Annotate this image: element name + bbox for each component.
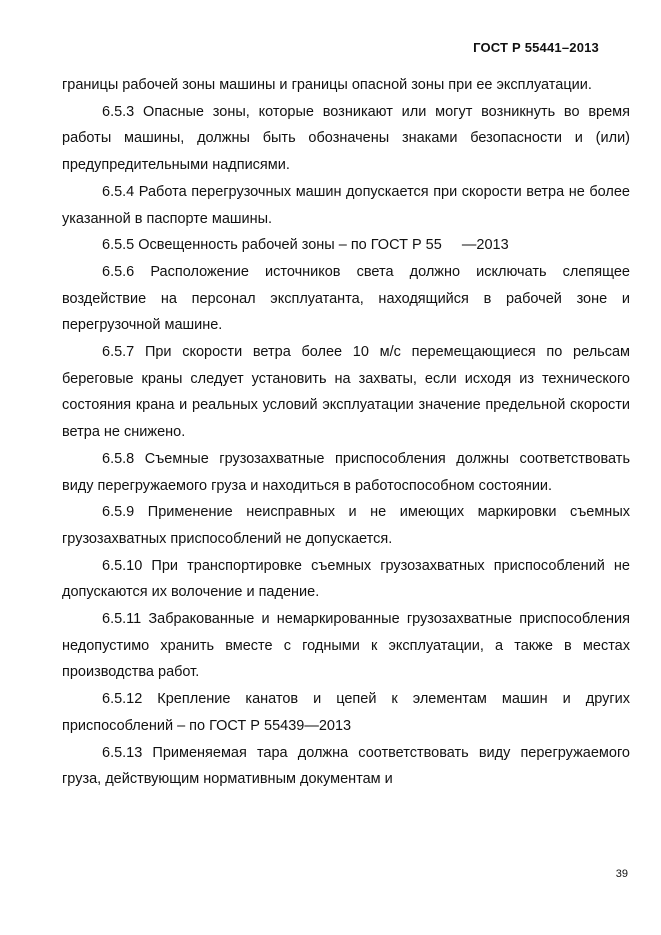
paragraph-6-5-11: 6.5.11 Забракованные и немаркированные грузозахватные приспособления недопустимо хранить вместе с годными к эксплуатации, а также в местах производства работ. [62,611,630,681]
paragraph-6-5-8: 6.5.8 Съемные грузозахватные приспособления должны соответствовать виду перегружаемого груза и находиться в работоспособном состоянии. [62,450,630,494]
paragraph-6-5-13: 6.5.13 Применяемая тара должна соответствовать виду перегружаемого груза, действующим нормативным документам и [62,744,630,788]
paragraph-6-5-10: 6.5.10 При транспортировке съемных грузозахватных приспособлений не допускаются их волочение и падение. [62,557,630,601]
paragraph-continuation: границы рабочей зоны машины и границы опасной зоны при ее эксплуатации. [62,77,592,93]
page-header-standard: ГОСТ Р 55441–2013 [473,40,599,55]
page-number: 39 [615,868,628,880]
paragraph-6-5-3: 6.5.3 Опасные зоны, которые возникают или могут возникнуть во время работы машины, должны быть обозначены знаками безопасности и (или) предупредительными надписями. [62,103,630,174]
document-body [62,72,630,793]
paragraph-6-5-5: 6.5.5 Освещенность рабочей зоны – по ГОСТ Р 55 —2013 [102,237,509,254]
paragraph-6-5-6: 6.5.6 Расположение источников света должно исключать слепящее воздействие на персонал эксплуатанта, находящийся в рабочей зоне и перегрузочной машине. [62,263,630,334]
paragraph-6-5-7: 6.5.7 При скорости ветра более 10 м/с перемещающиеся по рельсам береговые краны следует установить на захваты, если исходя из технического состояния крана и реальных условий эксплуатации значение предельной скорости ветра не снижено. [62,344,630,441]
paragraph-6-5-12: 6.5.12 Крепление канатов и цепей к элементам машин и других приспособлений – по ГОСТ Р 55439—2013 [62,691,630,734]
paragraph-6-5-4: 6.5.4 Работа перегрузочных машин допускается при скорости ветра не более указанной в паспорте машины. [62,183,630,227]
paragraph-6-5-9: 6.5.9 Применение неисправных и не имеющих маркировки съемных грузозахватных приспособлений не допускается. [62,504,630,547]
